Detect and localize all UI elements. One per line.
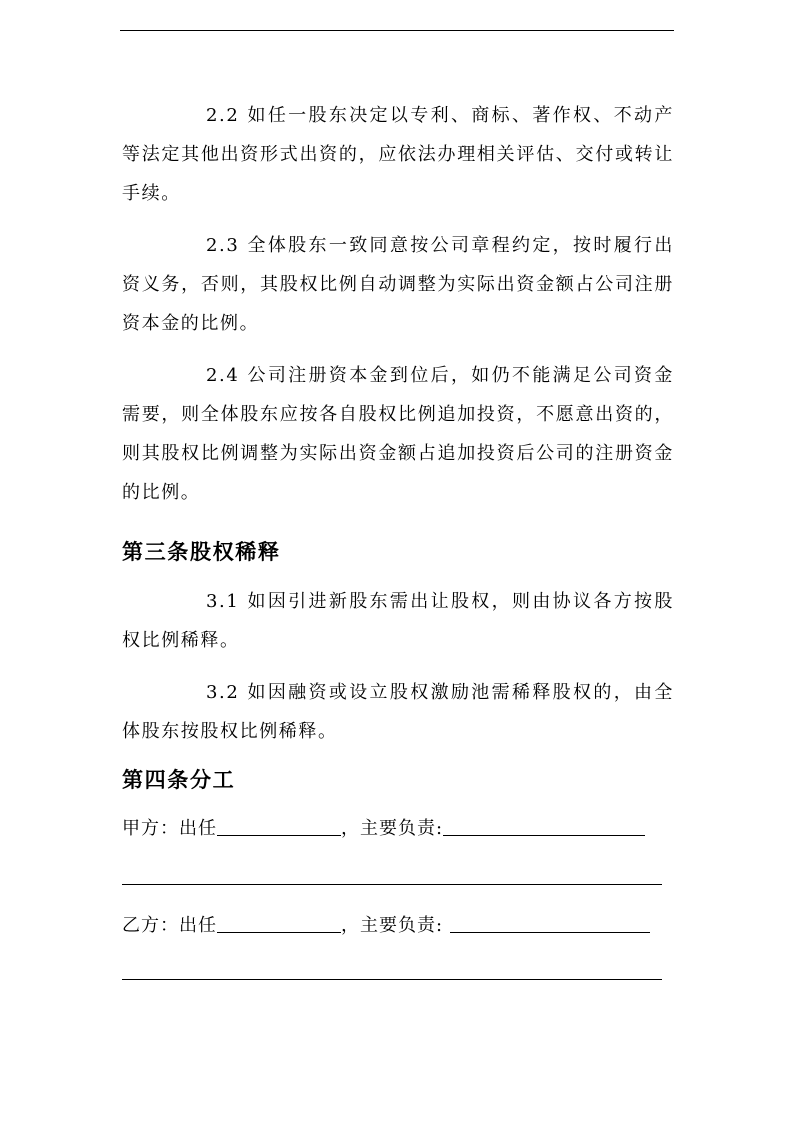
party-a-continuation-blank[interactable] (122, 884, 662, 885)
party-b-duty-blank[interactable] (450, 912, 650, 933)
party-b-role-blank[interactable] (217, 912, 341, 933)
header-rule (120, 30, 674, 31)
party-b-middle: ，主要负责: (341, 915, 450, 936)
party-b-line (122, 911, 650, 941)
party-a-middle: ，主要负责: (341, 818, 444, 839)
section-heading-4: 第四条分工 (122, 767, 236, 792)
clause-2-2: 2.2 如任一股东决定以专利、商标、著作权、不动产等法定其他出资形式出资的，应依法办理相关评估、交付或转让手续。 (122, 105, 674, 204)
clause-2-3: 2.3 全体股东一致同意按公司章程约定，按时履行出资义务，否则，其股权比例自动调整为实际出资金额占公司注册资本金的比例。 (122, 235, 674, 334)
party-b-continuation-blank[interactable] (122, 979, 662, 980)
party-a-role-blank[interactable] (217, 815, 341, 836)
clause-3-1: 3.1 如因引进新股东需出让股权，则由协议各方按股权比例稀释。 (122, 591, 674, 651)
party-a-prefix: 甲方：出任 (122, 818, 217, 839)
section-heading-3: 第三条股权稀释 (122, 539, 281, 564)
clause-2-4: 2.4 公司注册资本金到位后，如仍不能满足公司资金需要，则全体股东应按各自股权比例追加投资，不愿意出资的，则其股权比例调整为实际出资金额占追加投资后公司的注册资金的比例。 (122, 365, 674, 503)
party-b-prefix: 乙方：出任 (122, 915, 217, 936)
party-a-duty-blank[interactable] (443, 815, 645, 836)
party-a-line (122, 814, 645, 844)
clause-3-2: 3.2 如因融资或设立股权激励池需稀释股权的，由全体股东按股权比例稀释。 (122, 682, 674, 742)
